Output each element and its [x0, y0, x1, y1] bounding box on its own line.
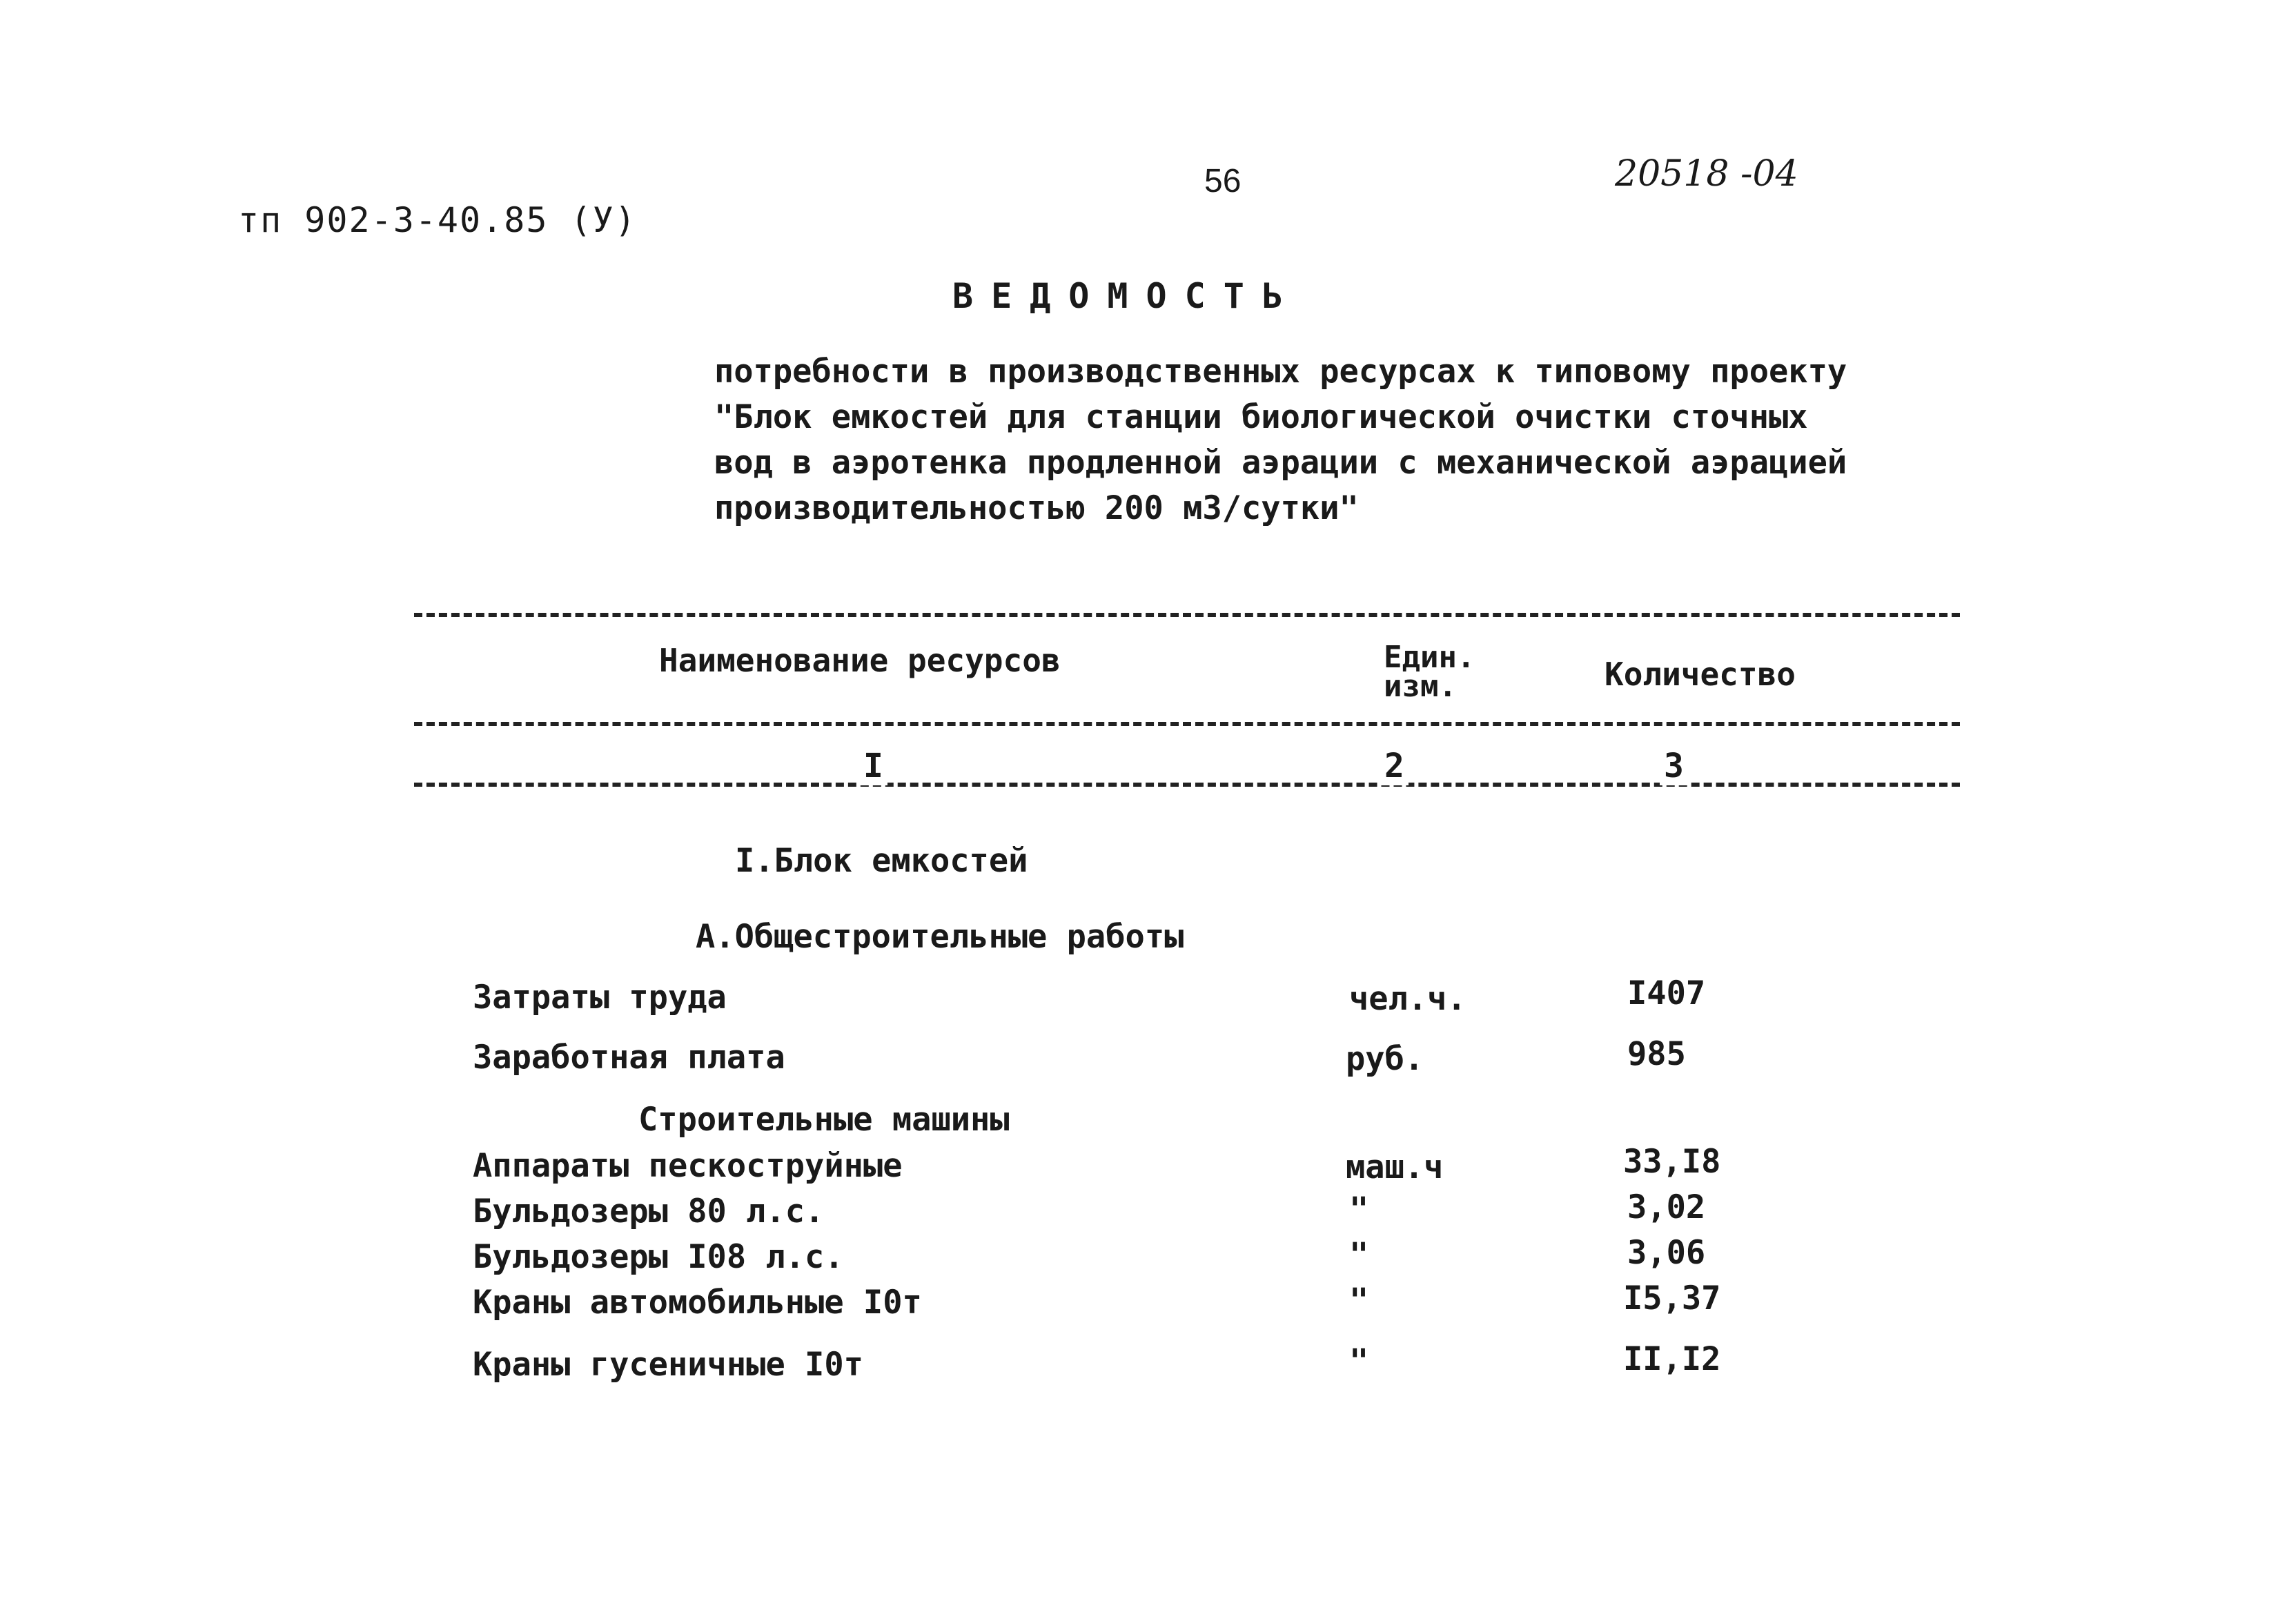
table-row-name: Затраты труда — [473, 979, 727, 1017]
column-number-1: I — [859, 747, 887, 785]
column-number-3: 3 — [1660, 747, 1688, 785]
subtitle-line: вод в аэротенка продленной аэрации с механической аэрацией — [714, 444, 1847, 482]
table-header-rule — [414, 722, 1960, 726]
table-row-unit: " — [1349, 1342, 1369, 1380]
table-row-qty: 3,02 — [1627, 1188, 1706, 1226]
subsection-heading: А.Общестроительные работы — [696, 918, 1184, 956]
table-row-unit: маш.ч — [1346, 1148, 1444, 1186]
subtitle-line: потребности в производственных ресурсах к типовому проекту — [714, 353, 1847, 391]
document-subtitle — [714, 349, 1847, 531]
table-row-qty: I5,37 — [1623, 1279, 1721, 1317]
table-number-rule — [414, 783, 1960, 787]
table-row-qty: I407 — [1627, 974, 1706, 1012]
table-row-name: Бульдозеры I08 л.с. — [473, 1238, 844, 1276]
subtitle-line: "Блок емкостей для станции биологической очистки сточных — [714, 398, 1808, 436]
archive-number-handwritten: 20518 -04 — [1615, 153, 1798, 195]
table-row-qty: II,I2 — [1623, 1340, 1721, 1378]
table-row-name: Краны гусеничные I0т — [473, 1346, 863, 1384]
table-row-unit: руб. — [1346, 1040, 1424, 1078]
column-header-name: Наименование ресурсов — [659, 642, 1061, 679]
table-top-rule — [414, 613, 1960, 617]
document-designation: тп 902-3-40.85 (У) — [238, 200, 637, 240]
table-row-unit: " — [1349, 1282, 1369, 1320]
table-row-qty: 985 — [1627, 1035, 1686, 1073]
subtitle-line: производительностью 200 м3/сутки" — [714, 489, 1359, 527]
table-row-name: Бульдозеры 80 л.с. — [473, 1193, 825, 1230]
column-header-unit — [1384, 640, 1475, 704]
table-row-qty: 3,06 — [1627, 1234, 1706, 1272]
table-row-name: Аппараты пескоструйные — [473, 1147, 903, 1185]
column-header-unit-line2: изм. — [1384, 669, 1457, 704]
column-header-quantity: Количество — [1605, 656, 1796, 693]
column-number-2: 2 — [1380, 747, 1409, 785]
section-heading: I.Блок емкостей — [735, 842, 1028, 880]
table-row-name: Заработная плата — [473, 1039, 785, 1077]
page-number: 56 — [1204, 163, 1242, 199]
table-row-unit: " — [1349, 1236, 1369, 1274]
table-row-name: Краны автомобильные I0т — [473, 1284, 922, 1322]
table-row-qty: 33,I8 — [1623, 1143, 1721, 1181]
table-row-unit: " — [1349, 1190, 1369, 1228]
table-row-unit: чел.ч. — [1349, 980, 1466, 1018]
machines-heading: Строительные машины — [638, 1101, 1010, 1139]
document-title: ВЕДОМОСТЬ — [952, 276, 1301, 316]
column-header-unit-line1: Един. — [1384, 640, 1475, 675]
